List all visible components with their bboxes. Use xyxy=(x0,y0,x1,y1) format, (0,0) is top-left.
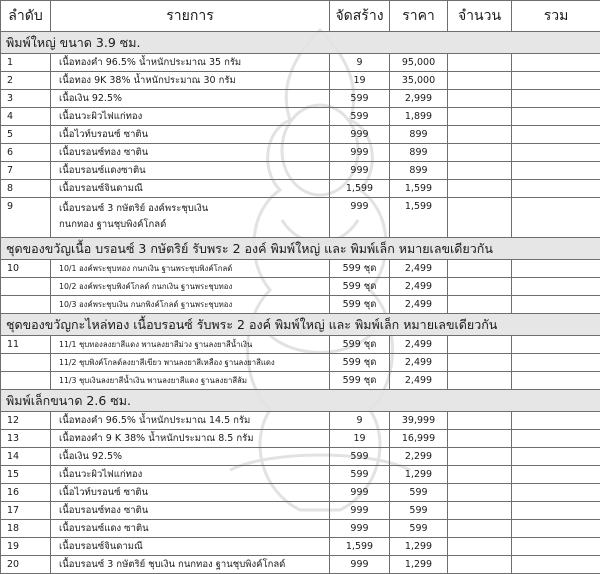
row-made: 999 xyxy=(330,198,390,238)
header-no: ลำดับ xyxy=(1,1,51,32)
row-price: 2,299 xyxy=(390,448,448,466)
qty-cell[interactable] xyxy=(448,72,512,90)
total-cell[interactable] xyxy=(512,144,600,162)
header-qty: จำนวน xyxy=(448,1,512,32)
row-name: เนื้อทองคำ 96.5% น้ำหนักประมาณ 14.5 กรัม xyxy=(51,412,330,430)
table-row xyxy=(1,126,600,144)
row-no xyxy=(1,354,51,372)
total-cell[interactable] xyxy=(512,502,600,520)
total-cell[interactable] xyxy=(512,72,600,90)
qty-cell[interactable] xyxy=(448,296,512,314)
row-no: 16 xyxy=(1,484,51,502)
row-made: 599 ชุด xyxy=(330,260,390,278)
total-cell[interactable] xyxy=(512,336,600,354)
table-row xyxy=(1,162,600,180)
total-cell[interactable] xyxy=(512,296,600,314)
table-row xyxy=(1,556,600,574)
row-price: 2,499 xyxy=(390,296,448,314)
table-row xyxy=(1,108,600,126)
row-no: 20 xyxy=(1,556,51,574)
row-price: 899 xyxy=(390,126,448,144)
row-made: 999 xyxy=(330,520,390,538)
qty-cell[interactable] xyxy=(448,372,512,390)
qty-cell[interactable] xyxy=(448,520,512,538)
qty-cell[interactable] xyxy=(448,466,512,484)
qty-cell[interactable] xyxy=(448,144,512,162)
row-name-line-2: กนกทอง ฐานชุบพิงค์โกลด์ xyxy=(59,217,327,233)
row-no: 8 xyxy=(1,180,51,198)
row-price: 1,299 xyxy=(390,466,448,484)
row-no xyxy=(1,372,51,390)
row-no xyxy=(1,278,51,296)
total-cell[interactable] xyxy=(512,162,600,180)
row-made: 599 ชุด xyxy=(330,372,390,390)
row-name: เนื้อบรอนซ์ทอง ซาติน xyxy=(51,144,330,162)
qty-cell[interactable] xyxy=(448,126,512,144)
section-header xyxy=(1,32,600,54)
table-row xyxy=(1,502,600,520)
row-price: 1,599 xyxy=(390,198,448,238)
row-name: เนื้อทองคำ 9 K 38% น้ำหนักประมาณ 8.5 กรัม xyxy=(51,430,330,448)
row-made: 999 xyxy=(330,502,390,520)
total-cell[interactable] xyxy=(512,90,600,108)
row-no: 14 xyxy=(1,448,51,466)
row-no: 17 xyxy=(1,502,51,520)
row-no: 7 xyxy=(1,162,51,180)
row-price: 39,999 xyxy=(390,412,448,430)
table-row xyxy=(1,260,600,278)
row-price: 599 xyxy=(390,484,448,502)
qty-cell[interactable] xyxy=(448,336,512,354)
row-no: 2 xyxy=(1,72,51,90)
row-made: 999 xyxy=(330,484,390,502)
table-row xyxy=(1,520,600,538)
row-name: เนื้อบรอนซ์แดง ซาติน xyxy=(51,520,330,538)
row-name: เนื้อบรอนซ์แดงซาติน xyxy=(51,162,330,180)
total-cell[interactable] xyxy=(512,448,600,466)
table-row xyxy=(1,448,600,466)
qty-cell[interactable] xyxy=(448,412,512,430)
row-no: 13 xyxy=(1,430,51,448)
row-name: เนื้อไวท์บรอนซ์ ซาติน xyxy=(51,484,330,502)
row-no: 18 xyxy=(1,520,51,538)
row-price: 16,999 xyxy=(390,430,448,448)
table-row xyxy=(1,54,600,72)
row-no: 4 xyxy=(1,108,51,126)
header-price: ราคา xyxy=(390,1,448,32)
row-price: 2,499 xyxy=(390,372,448,390)
table-row xyxy=(1,336,600,354)
row-name: เนื้อบรอนซ์ทอง ซาติน xyxy=(51,502,330,520)
row-no: 12 xyxy=(1,412,51,430)
table-row xyxy=(1,354,600,372)
row-name xyxy=(51,198,330,238)
row-made: 599 ชุด xyxy=(330,354,390,372)
row-made: 599 xyxy=(330,90,390,108)
header-total: รวม xyxy=(512,1,600,32)
total-cell[interactable] xyxy=(512,484,600,502)
row-price: 1,299 xyxy=(390,556,448,574)
total-cell[interactable] xyxy=(512,412,600,430)
section-header xyxy=(1,238,600,260)
row-no: 6 xyxy=(1,144,51,162)
row-name: 10/1 องค์พระชุบทอง กนกเงิน ฐานพระชุบพิงค์โกลด์ xyxy=(51,260,330,278)
qty-cell[interactable] xyxy=(448,54,512,72)
row-name: 11/2 ชุบพิงค์โกลด์ลงยาสีเขียว พานลงยาสีเหลือง ฐานลงยาสีแดง xyxy=(51,354,330,372)
row-made: 19 xyxy=(330,72,390,90)
total-cell[interactable] xyxy=(512,54,600,72)
row-name: เนื้อเงิน 92.5% xyxy=(51,448,330,466)
table-row xyxy=(1,538,600,556)
row-made: 599 ชุด xyxy=(330,336,390,354)
row-name: เนื้อบรอนซ์ 3 กษัตริย์ ชุบเงิน กนกทอง ฐานชุบพิงค์โกลด์ xyxy=(51,556,330,574)
qty-cell[interactable] xyxy=(448,484,512,502)
qty-cell[interactable] xyxy=(448,354,512,372)
row-name: 10/2 องค์พระชุบพิงค์โกลด์ กนกเงิน ฐานพระชุบทอง xyxy=(51,278,330,296)
row-made: 1,599 xyxy=(330,538,390,556)
row-name: 10/3 องค์พระชุบเงิน กนกพิงค์โกลด์ ฐานพระชุบทอง xyxy=(51,296,330,314)
row-price: 2,499 xyxy=(390,278,448,296)
total-cell[interactable] xyxy=(512,556,600,574)
row-no: 3 xyxy=(1,90,51,108)
total-cell[interactable] xyxy=(512,354,600,372)
qty-cell[interactable] xyxy=(448,502,512,520)
qty-cell[interactable] xyxy=(448,448,512,466)
row-made: 19 xyxy=(330,430,390,448)
row-price: 1,899 xyxy=(390,108,448,126)
table-row xyxy=(1,430,600,448)
row-no: 5 xyxy=(1,126,51,144)
qty-cell[interactable] xyxy=(448,198,512,238)
header-made: จัดสร้าง xyxy=(330,1,390,32)
row-price: 599 xyxy=(390,520,448,538)
row-no: 11 xyxy=(1,336,51,354)
row-made: 599 ชุด xyxy=(330,296,390,314)
total-cell[interactable] xyxy=(512,430,600,448)
row-name-line-1: เนื้อบรอนซ์ 3 กษัตริย์ องค์พระชุบเงิน xyxy=(59,201,327,217)
row-price: 1,299 xyxy=(390,538,448,556)
qty-cell[interactable] xyxy=(448,180,512,198)
row-price: 35,000 xyxy=(390,72,448,90)
qty-cell[interactable] xyxy=(448,90,512,108)
row-price: 2,499 xyxy=(390,260,448,278)
table-row xyxy=(1,372,600,390)
row-price: 2,499 xyxy=(390,354,448,372)
row-no: 10 xyxy=(1,260,51,278)
table-row xyxy=(1,144,600,162)
total-cell[interactable] xyxy=(512,372,600,390)
section-title: พิมพ์เล็กขนาด 2.6 ซม. xyxy=(1,390,600,412)
qty-cell[interactable] xyxy=(448,108,512,126)
table-row xyxy=(1,412,600,430)
row-made: 1,599 xyxy=(330,180,390,198)
qty-cell[interactable] xyxy=(448,556,512,574)
section-header xyxy=(1,314,600,336)
row-name: เนื้อทองคำ 96.5% น้ำหนักประมาณ 35 กรัม xyxy=(51,54,330,72)
row-name: เนื้อบรอนซ์จินดามณี xyxy=(51,538,330,556)
section-title: ชุดของขวัญกะไหล่ทอง เนื้อบรอนซ์ รับพระ 2 องค์ พิมพ์ใหญ่ และ พิมพ์เล็ก หมายเลขเดียวกัน xyxy=(1,314,600,336)
row-no xyxy=(1,296,51,314)
total-cell[interactable] xyxy=(512,538,600,556)
qty-cell[interactable] xyxy=(448,430,512,448)
total-cell[interactable] xyxy=(512,260,600,278)
row-name: เนื้อไวท์บรอนซ์ ซาติน xyxy=(51,126,330,144)
row-made: 999 xyxy=(330,162,390,180)
row-made: 599 xyxy=(330,108,390,126)
total-cell[interactable] xyxy=(512,520,600,538)
row-price: 2,999 xyxy=(390,90,448,108)
table-row xyxy=(1,72,600,90)
row-made: 599 ชุด xyxy=(330,278,390,296)
total-cell[interactable] xyxy=(512,180,600,198)
row-made: 999 xyxy=(330,144,390,162)
qty-cell[interactable] xyxy=(448,538,512,556)
qty-cell[interactable] xyxy=(448,278,512,296)
table-row xyxy=(1,278,600,296)
row-name: 11/1 ชุบทองลงยาสีแดง พานลงยาสีม่วง ฐานลงยาสีน้ำเงิน xyxy=(51,336,330,354)
row-price: 1,599 xyxy=(390,180,448,198)
section-title: พิมพ์ใหญ่ ขนาด 3.9 ซม. xyxy=(1,32,600,54)
section-header xyxy=(1,390,600,412)
total-cell[interactable] xyxy=(512,198,600,238)
section-title: ชุดของขวัญเนื้อ บรอนซ์ 3 กษัตริย์ รับพระ 2 องค์ พิมพ์ใหญ่ และ พิมพ์เล็ก หมายเลขเดียวกัน xyxy=(1,238,600,260)
row-name: เนื้อนวะผิวไฟแก่ทอง xyxy=(51,108,330,126)
table-row xyxy=(1,90,600,108)
table-row xyxy=(1,484,600,502)
total-cell[interactable] xyxy=(512,126,600,144)
table-row xyxy=(1,180,600,198)
total-cell[interactable] xyxy=(512,108,600,126)
qty-cell[interactable] xyxy=(448,162,512,180)
total-cell[interactable] xyxy=(512,466,600,484)
qty-cell[interactable] xyxy=(448,260,512,278)
row-name: 11/3 ชุบเงินลงยาสีน้ำเงิน พานลงยาสีแดง ฐานลงยาสีส้ม xyxy=(51,372,330,390)
row-price: 599 xyxy=(390,502,448,520)
row-made: 999 xyxy=(330,556,390,574)
row-made: 999 xyxy=(330,126,390,144)
table-row xyxy=(1,466,600,484)
header-item: รายการ xyxy=(51,1,330,32)
row-price: 899 xyxy=(390,162,448,180)
row-no: 9 xyxy=(1,198,51,238)
row-name: เนื้อบรอนซ์จินดามณี xyxy=(51,180,330,198)
row-made: 599 xyxy=(330,448,390,466)
row-made: 599 xyxy=(330,466,390,484)
row-price: 899 xyxy=(390,144,448,162)
row-price: 95,000 xyxy=(390,54,448,72)
row-no: 15 xyxy=(1,466,51,484)
row-name: เนื้อทอง 9K 38% น้ำหนักประมาณ 30 กรัม xyxy=(51,72,330,90)
row-price: 2,499 xyxy=(390,336,448,354)
row-made: 9 xyxy=(330,54,390,72)
total-cell[interactable] xyxy=(512,278,600,296)
row-name: เนื้อนวะผิวไฟแก่ทอง xyxy=(51,466,330,484)
table-row xyxy=(1,296,600,314)
row-no: 1 xyxy=(1,54,51,72)
table-row xyxy=(1,198,600,238)
header-row xyxy=(1,1,600,32)
row-name: เนื้อเงิน 92.5% xyxy=(51,90,330,108)
row-no: 19 xyxy=(1,538,51,556)
row-made: 9 xyxy=(330,412,390,430)
